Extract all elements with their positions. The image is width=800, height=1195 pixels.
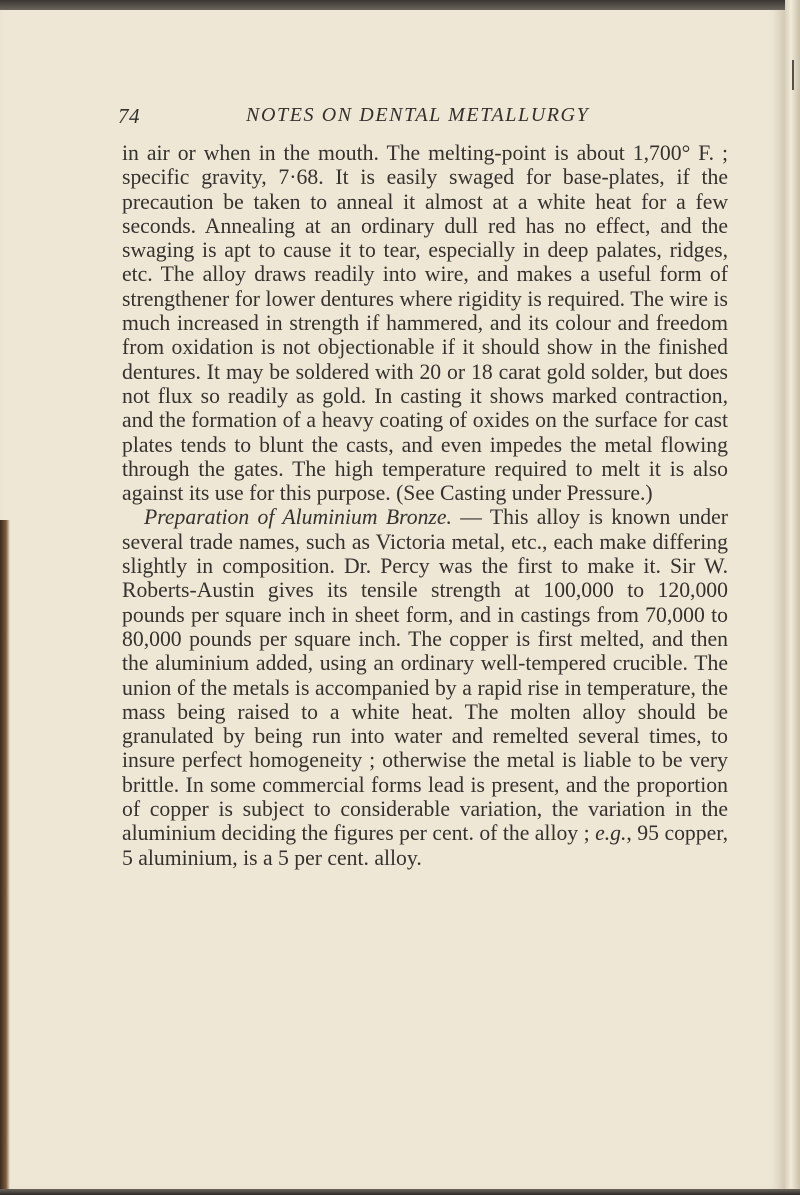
eg-abbreviation: e.g. [595, 821, 627, 846]
paragraph-2 [122, 505, 728, 869]
running-title: NOTES ON DENTAL METALLURGY [246, 104, 590, 126]
section-heading: Preparation of Aluminium Bronze. [144, 505, 452, 530]
page-bottom-edge [0, 1189, 800, 1195]
page-top-edge [0, 0, 800, 10]
page-edge-mark [792, 60, 794, 90]
body-text [122, 141, 728, 870]
paragraph-2-text: — This alloy is known under several trade names, such as Victoria metal, etc., each make differing slightly in composition. Dr. Percy was the first to make it. Sir W. Roberts-Austin gives its tensile strength at 100,000 to 120,000 pounds per square inch in sheet form, and in castings from 70,000 to 80,000 pounds per square inch. The copper is first melted, and then the aluminium added, using an ordinary well-tempered crucible. The union of the metals is accompanied by a rapid rise in temperature, the mass being raised to a white heat. The molten alloy should be granulated by being run into water and remelted several times, to insure perfect homogeneity ; otherwise the metal is liable to be very brittle. In some commercial forms lead is present, and the proportion of copper is subject to considerable variation, the variation in the aluminium deciding the figures per cent. of the alloy ; [122, 505, 728, 846]
page-right-edge [785, 0, 800, 1195]
book-binding [0, 520, 10, 1195]
paragraph-1: in air or when in the mouth. The melting-point is about 1,700° F. ; specific gravity, 7·68. It is easily swaged for base-plates, if the precaution be taken to anneal it almost at a white heat for a few seconds. Annealing at an ordinary dull red has no effect, and the swaging is apt to cause it to tear, especially in deep palates, ridges, etc. The alloy draws readily into wire, and makes a useful form of strengthener for lower dentures where rigidity is required. The wire is much increased in strength if hammered, and its colour and freedom from oxidation is not objectionable if it should show in the finished dentures. It may be soldered with 20 or 18 carat gold solder, but does not flux so readily as gold. In casting it shows marked contraction, and the formation of a heavy coating of oxides on the surface for cast plates tends to blunt the casts, and even impedes the metal flowing through the gates. The high temperature required to melt it is also against its use for this purpose. (See Casting under Pressure.) [122, 141, 728, 506]
page-number: 74 [118, 104, 140, 128]
paragraph-2-ending: , 95 copper, 5 aluminium, is a 5 per cent. alloy. [122, 821, 728, 870]
page-header [118, 104, 738, 134]
